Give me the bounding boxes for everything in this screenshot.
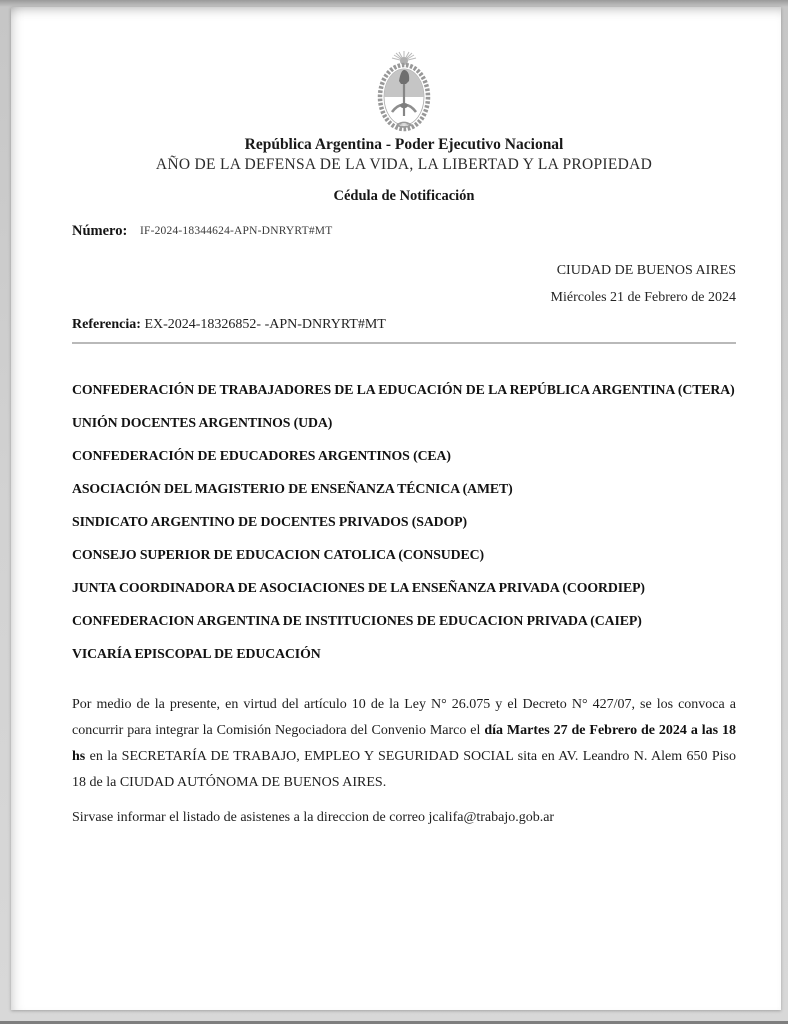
recipient-list [72,377,736,666]
year-motto: AÑO DE LA DEFENSA DE LA VIDA, LA LIBERTAD Y LA PROPIEDAD [155,156,653,173]
place-and-date [72,257,736,311]
date-line: Miércoles 21 de Febrero de 2024 [550,290,736,305]
republic-header: República Argentina - Poder Ejecutivo Nacional [244,136,564,153]
recipient-amet: ASOCIACIÓN DEL MAGISTERIO DE ENSEÑANZA TÉCNICA (AMET) [72,481,513,496]
recipient-cea: CONFEDERACIÓN DE EDUCADORES ARGENTINOS (CEA) [72,448,451,463]
reference-row [72,317,736,333]
numero-value: IF-2024-18344624-APN-DNRYRT#MT [139,225,333,237]
recipient-ctera: CONFEDERACIÓN DE TRABAJADORES DE LA EDUCACIÓN DE LA REPÚBLICA ARGENTINA (CTERA) [72,382,735,397]
recipient-uda: UNIÓN DOCENTES ARGENTINOS (UDA) [72,415,333,430]
city-line: CIUDAD DE BUENOS AIRES [556,263,736,278]
body-text-bold-date: día Martes 27 de Febrero de 2024 a las 18 hs [72,723,737,764]
recipient-caiep: CONFEDERACION ARGENTINA DE INSTITUCIONES DE EDUCACION PRIVADA (CAIEP) [72,613,642,628]
body-text-post: en la SECRETARÍA DE TRABAJO, EMPLEO Y SEGURIDAD SOCIAL sita en AV. Leandro N. Alem 650 Piso 18 de la CIUDAD AUTÓNOMA DE BUENOS AIRES. [72,749,736,790]
horizontal-divider [72,342,736,344]
document-title: Cédula de Notificación [333,188,475,204]
numero-label: Número: [72,223,128,239]
argentina-coat-of-arms-icon [370,50,438,132]
attendance-note: Sirvase informar el listado de asistenes a la direccion de correo jcalifa@trabajo.gob.ar [72,810,555,825]
document-number-row [72,223,736,240]
body-text-pre: Por medio de la presente, en virtud del artículo 10 de la Ley N° 26.075 y el Decreto N° 427/07, se los convoca a concurrir para integrar la Comisión Negociadora del Convenio Marco el [72,697,736,738]
referencia-value: EX-2024-18326852- -APN-DNRYRT#MT [144,317,386,332]
recipient-vicaria: VICARÍA EPISCOPAL DE EDUCACIÓN [72,646,321,661]
referencia-label: Referencia: [72,317,141,332]
cedula-notificacion-page [11,7,781,1010]
recipient-consudec: CONSEJO SUPERIOR DE EDUCACION CATOLICA (CONSUDEC) [72,547,484,562]
recipient-coordiep: JUNTA COORDINADORA DE ASOCIACIONES DE LA ENSEÑANZA PRIVADA (COORDIEP) [72,580,645,595]
convocation-paragraph [72,692,736,796]
recipient-sadop: SINDICATO ARGENTINO DE DOCENTES PRIVADOS (SADOP) [72,514,467,529]
